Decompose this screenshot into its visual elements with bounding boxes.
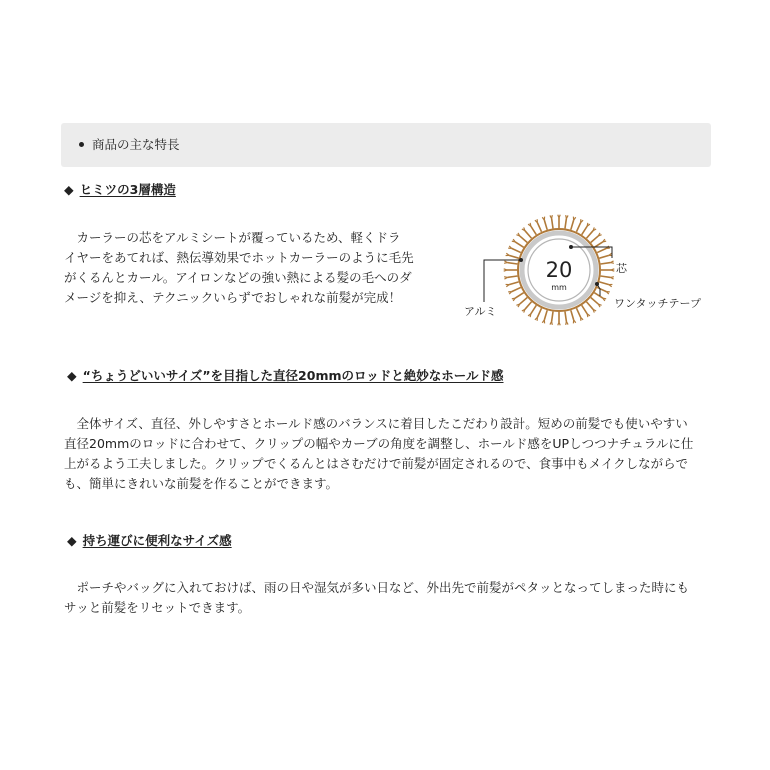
- section-heading-size: [67, 367, 504, 385]
- bristle: [525, 302, 532, 310]
- bristle: [509, 282, 519, 285]
- bristle-tip: [512, 298, 515, 299]
- bristle-tip: [611, 270, 614, 271]
- bristle: [508, 263, 518, 264]
- bristle: [537, 308, 541, 317]
- bristle-tip: [504, 269, 507, 270]
- bristle-tip: [566, 321, 567, 324]
- section-title: “ちょうどいいサイズ”を目指した直径20mmのロッドと絶妙なホールド感: [82, 368, 504, 383]
- diameter-unit: mm: [551, 283, 567, 292]
- bristle-tip: [552, 215, 553, 218]
- bristle-tip: [587, 314, 588, 317]
- core-leader-dot: [569, 245, 573, 249]
- features-header-text: 商品の主な特長: [92, 137, 180, 152]
- bristle: [582, 226, 587, 234]
- paragraph-line: ポーチやバッグに入れておけば、雨の日や湿気が多い日など、外出先で前髪がペタッとなってしまった時にも: [64, 580, 690, 595]
- bristle: [597, 287, 606, 291]
- bristle: [520, 236, 528, 243]
- curler-structure-diagram: [458, 214, 718, 334]
- paragraph-line: 直径20mmのロッドに合わせて、クリップの幅やカーブの角度を調整し、ホールド感をUPしつつナチュラルに仕: [64, 436, 694, 451]
- bristle: [537, 223, 541, 232]
- bristle: [515, 293, 523, 298]
- bristle-tip: [504, 277, 507, 278]
- bristle-tip: [566, 215, 568, 218]
- label-tape: ワンタッチテープ: [614, 297, 702, 310]
- bristle: [509, 255, 519, 258]
- bristle: [582, 305, 587, 313]
- bristle: [576, 223, 580, 232]
- bristle: [594, 242, 602, 247]
- aluminum-leader-line: [484, 260, 521, 302]
- bristle: [565, 219, 566, 229]
- diamond-bullet: ◆: [64, 182, 74, 197]
- bristle: [591, 236, 599, 243]
- bristle: [512, 248, 521, 252]
- paragraph-line: も、簡単にきれいな前髪を作ることができます。: [64, 476, 339, 491]
- bristle-tip: [559, 215, 560, 218]
- bristle: [515, 242, 523, 247]
- paragraph-line: がくるんとカール。アイロンなどの強い熱による髪の毛へのダ: [64, 270, 412, 285]
- bristle: [520, 298, 528, 305]
- bristle: [544, 310, 547, 320]
- bristle: [571, 220, 574, 230]
- bristle: [508, 276, 518, 277]
- bristle: [512, 287, 521, 291]
- bristle: [599, 282, 609, 285]
- aluminum-leader-dot: [519, 258, 523, 262]
- bristle: [552, 219, 553, 229]
- bristle: [599, 255, 609, 258]
- section-title: ヒミツの3層構造: [79, 182, 176, 197]
- bristle: [587, 231, 594, 239]
- section-title: 持ち運びに便利なサイズ感: [82, 533, 232, 548]
- bristle: [594, 293, 602, 298]
- bristle: [576, 308, 580, 317]
- bristle: [544, 220, 547, 230]
- paragraph-line: 全体サイズ、直径、外しやすさとホールド感のバランスに着目したこだわり設計。短めの前髪でも使いやすい: [64, 416, 688, 431]
- label-aluminum: アルミ: [464, 305, 497, 318]
- bristle: [601, 263, 611, 264]
- paragraph-line: カーラーの芯をアルミシートが覆っているため、軽くドラ: [64, 230, 401, 245]
- bristle: [565, 312, 566, 322]
- section-heading-structure: [64, 181, 176, 199]
- bristle-tip: [610, 263, 613, 264]
- paragraph-line: サッと前髪をリセットできます。: [64, 600, 251, 615]
- bristle: [531, 226, 536, 234]
- paragraph-line: メージを抑え、テクニックいらずでおしゃれな前髪が完成！: [64, 290, 402, 305]
- paragraph-line: 上がるよう工夫しました。クリップでくるんとはさむだけで前髪が固定されるので、食事中もメイクしながらで: [64, 456, 689, 471]
- bristle: [591, 298, 599, 305]
- bristle: [601, 276, 611, 277]
- diamond-bullet: ◆: [67, 368, 77, 383]
- section-paragraph-portable: [64, 578, 689, 618]
- bristle-tip: [603, 241, 606, 242]
- bristle: [587, 302, 594, 310]
- section-paragraph-size: [64, 414, 693, 494]
- tape-leader-dot: [595, 282, 599, 286]
- bristle: [597, 248, 606, 252]
- bristle: [531, 305, 536, 313]
- bullet-dot: [79, 142, 84, 147]
- paragraph-line: イヤーをあてれば、熱伝導効果でホットカーラーのように毛先: [64, 250, 414, 265]
- diameter-value: 20: [545, 258, 573, 282]
- bristle-tip: [550, 321, 552, 324]
- bristle-tip: [558, 322, 559, 325]
- section-heading-portable: [67, 532, 232, 550]
- bristle: [571, 310, 574, 320]
- bristle-tip: [504, 261, 507, 263]
- label-core: 芯: [616, 262, 627, 275]
- features-header: [61, 123, 711, 167]
- bristle-tip: [610, 277, 613, 279]
- bristle: [525, 231, 532, 239]
- section-paragraph-structure: [64, 228, 414, 308]
- bristle: [552, 312, 553, 322]
- diamond-bullet: ◆: [67, 533, 77, 548]
- bristle-tip: [530, 223, 531, 226]
